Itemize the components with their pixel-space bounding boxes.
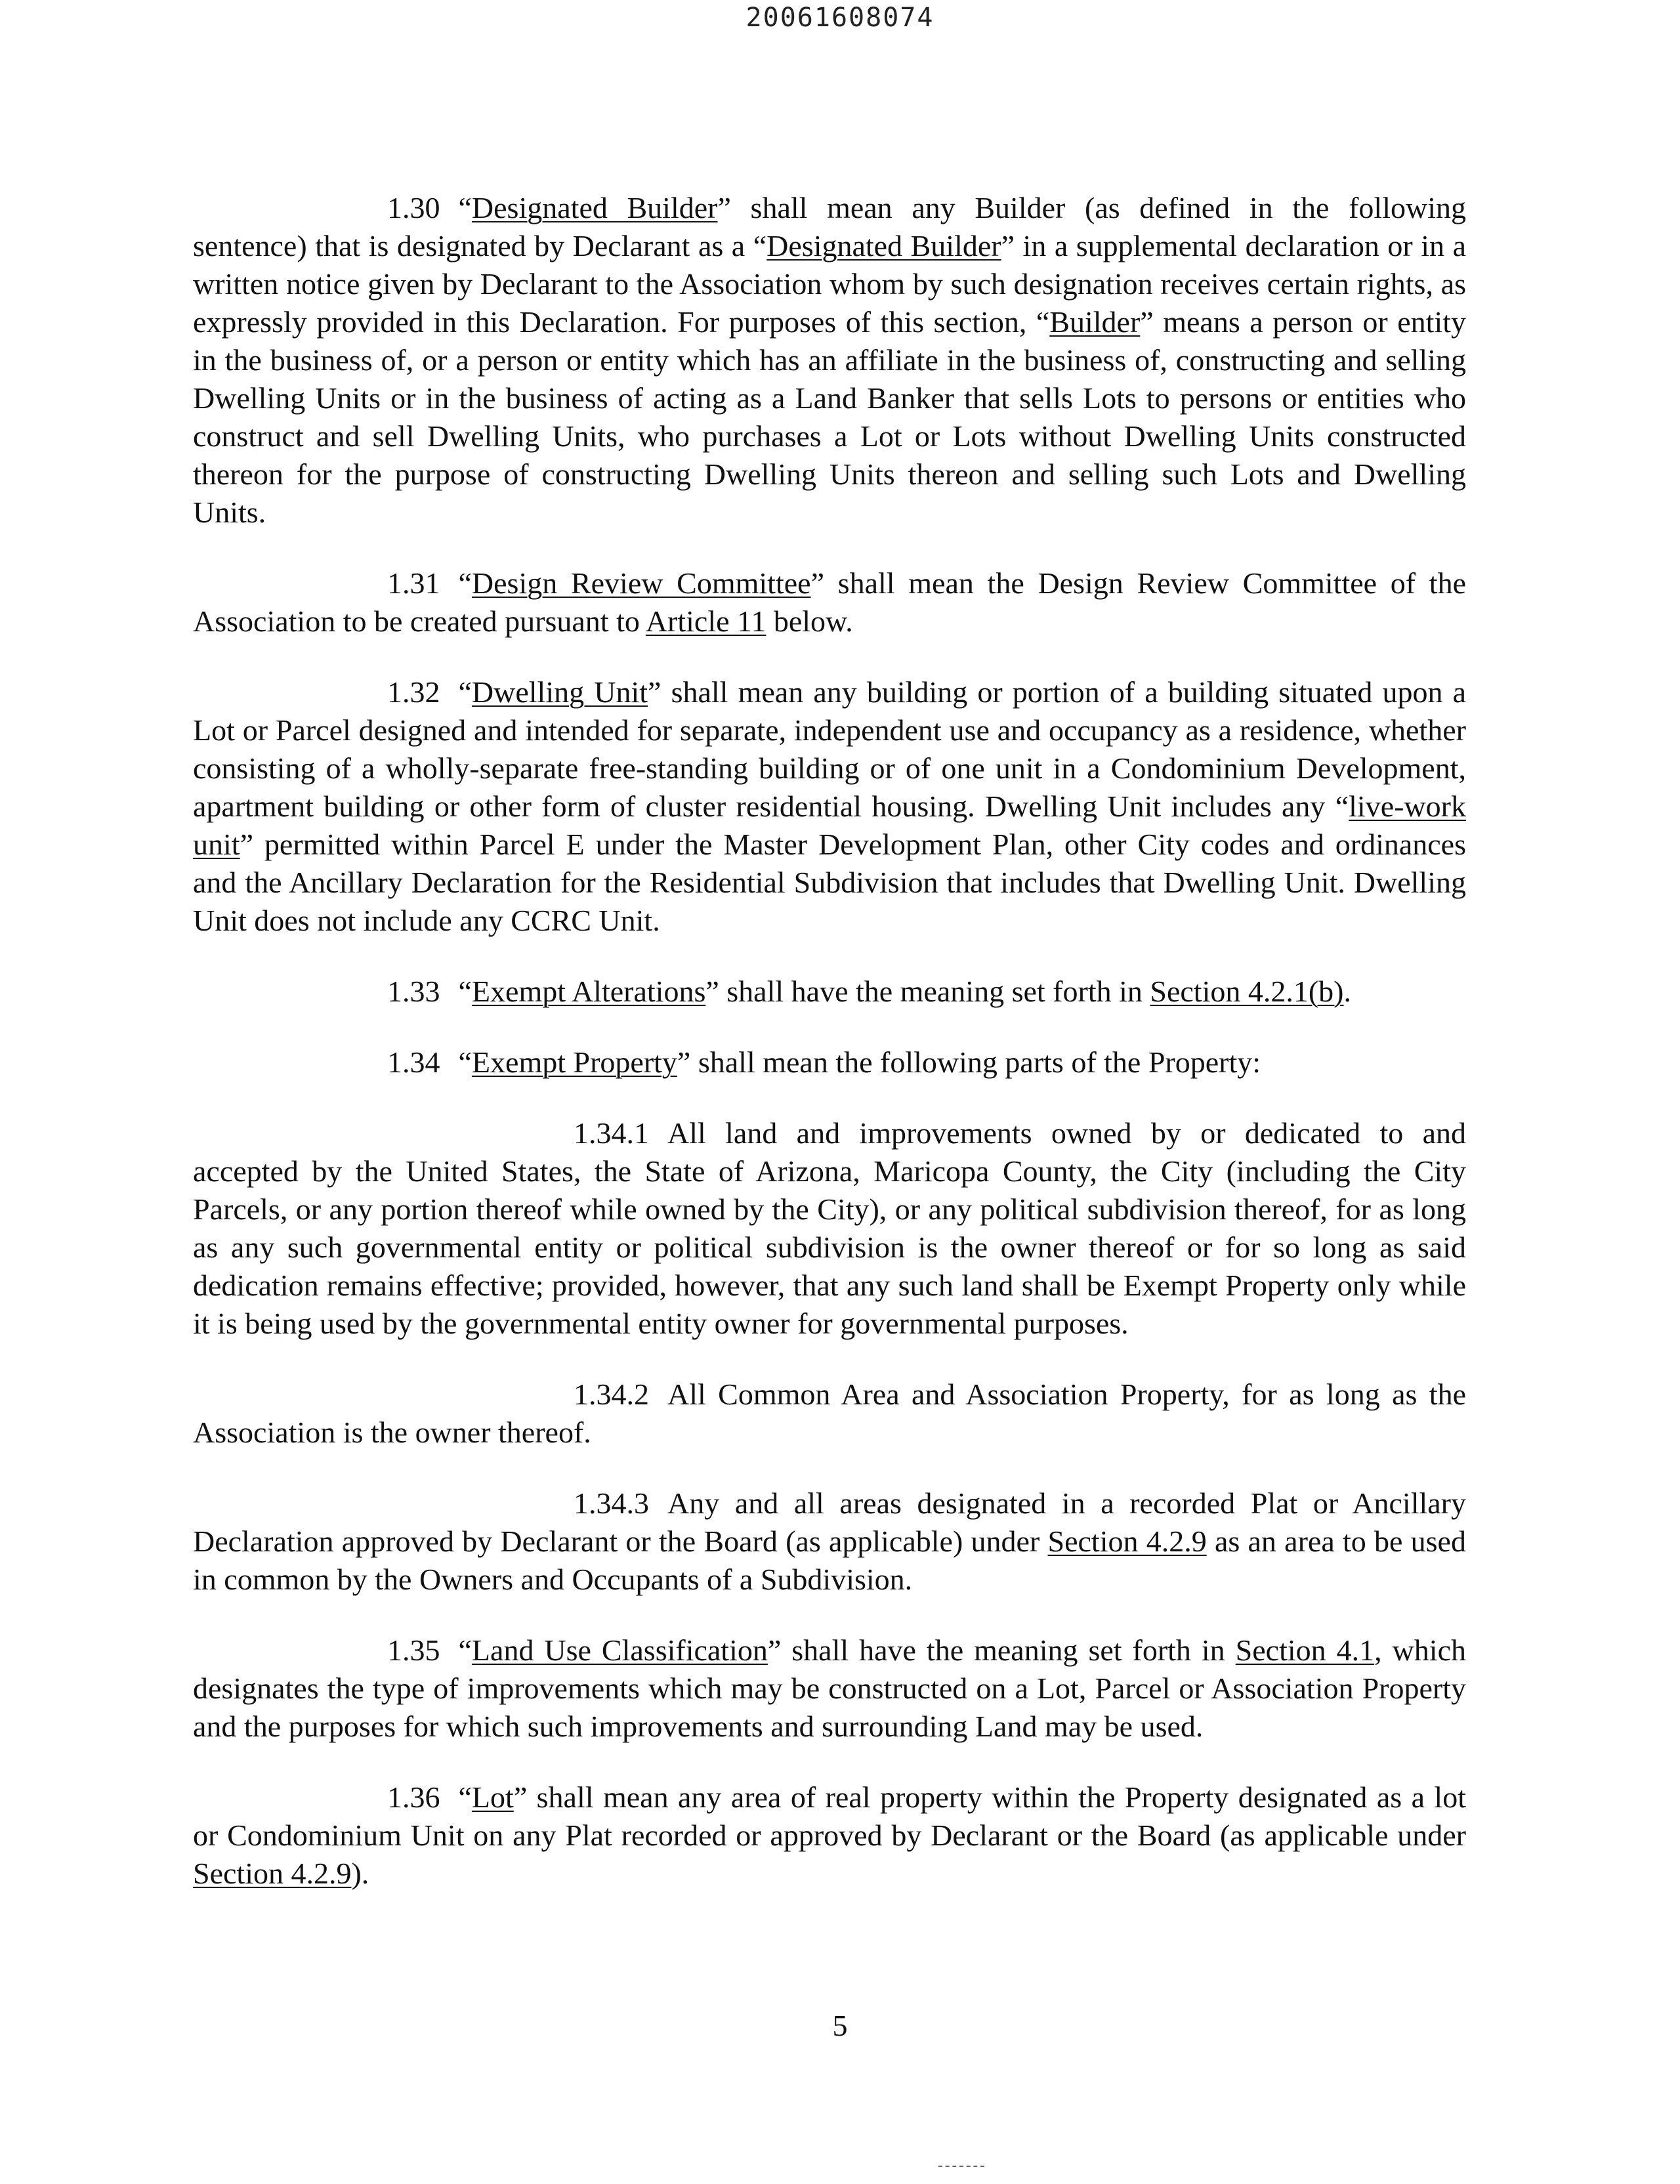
section-text: ” shall have the meaning set forth in — [767, 1633, 1236, 1667]
section-1-34 — [193, 1043, 1466, 1082]
section-1-34-2 — [193, 1376, 1466, 1452]
section-text: All Common Area and Association Property, for as long as the Association is the owner thereof. — [193, 1377, 1466, 1449]
section-1-34-3 — [193, 1484, 1466, 1599]
defined-term: Exempt Property — [471, 1045, 677, 1079]
section-text: ” shall mean the Design Review Committee of the Association to be created pursuant to — [193, 566, 1466, 638]
quote-mark: “ — [458, 566, 472, 600]
section-number: 1.34.1 — [574, 1116, 649, 1150]
quote-mark: “ — [458, 675, 472, 709]
section-1-33 — [193, 973, 1466, 1011]
section-number: 1.31 — [387, 566, 440, 600]
section-number: 1.33 — [387, 975, 440, 1008]
section-text: ” shall mean any building or portion of a building situated upon a Lot or Parcel designed and intended for separate, independent use and occupancy as a residence, whether consisting of a wholly-separate free-standing building or of one unit in a Condominium Development, apartment building or other form of cluster residential housing. Dwelling Unit includes any “ — [193, 675, 1466, 823]
section-text: Any and all areas designated in a recorded Plat or Ancillary Declaration approved by Declarant or the Board (as applicable) under — [193, 1486, 1466, 1558]
section-text: , which designates the type of improvements which may be constructed on a Lot, Parcel or Association Property and the purposes for which such improvements and surrounding Land may be used. — [193, 1633, 1466, 1743]
section-number: 1.32 — [387, 675, 440, 709]
section-1-32 — [193, 673, 1466, 940]
section-text: . — [1343, 975, 1352, 1008]
quote-mark: “ — [458, 191, 472, 224]
section-1-34-1 — [193, 1114, 1466, 1343]
section-1-30 — [193, 189, 1466, 532]
defined-term: Designated Builder — [766, 229, 1001, 262]
section-1-36 — [193, 1778, 1466, 1893]
scan-artifact-line — [938, 2166, 984, 2167]
defined-term: Design Review Committee — [471, 566, 811, 600]
defined-term: Designated Builder — [471, 191, 718, 224]
section-number: 1.34.3 — [574, 1486, 649, 1520]
defined-term: Lot — [471, 1780, 514, 1814]
section-1-31 — [193, 564, 1466, 640]
defined-term: Dwelling Unit — [471, 675, 648, 709]
defined-term: live-work unit — [193, 789, 1466, 861]
section-text: ” shall mean any Builder (as defined in the following sentence) that is designated by Declarant as a “ — [193, 191, 1466, 262]
section-text: below. — [766, 604, 853, 638]
section-text: ” shall mean any area of real property within the Property designated as a lot or Condominium Unit on any Plat recorded or approved by Declarant or the Board (as applicable under — [193, 1780, 1466, 1852]
cross-reference: Section 4.2.9 — [1047, 1524, 1207, 1558]
cross-reference: Section 4.2.9 — [193, 1857, 352, 1890]
section-text: ” in a supplemental declaration or in a written notice given by Declarant to the Association whom by such designation receives certain rights, as expressly provided in this Declaration. For purposes of this section, “ — [193, 229, 1466, 339]
section-number: 1.34.2 — [574, 1377, 649, 1411]
section-1-35 — [193, 1631, 1466, 1746]
document-number: 20061608074 — [746, 3, 934, 33]
section-number: 1.30 — [387, 191, 440, 224]
defined-term: Builder — [1049, 305, 1141, 339]
section-text: as an area to be used in common by the Owners and Occupants of a Subdivision. — [193, 1524, 1466, 1596]
cross-reference: Section 4.1 — [1235, 1633, 1375, 1667]
quote-mark: “ — [458, 1045, 472, 1079]
section-number: 1.35 — [387, 1633, 440, 1667]
section-text: ). — [351, 1857, 369, 1890]
cross-reference: Section 4.2.1(b) — [1150, 975, 1344, 1008]
document-body — [193, 189, 1466, 1925]
section-text: All land and improvements owned by or dedicated to and accepted by the United States, the State of Arizona, Maricopa County, the City (including the City Parcels, or any portion thereof while owned by the City), or any political subdivision thereof, for as long as any such governmental entity or political subdivision is the owner thereof or for so long as said dedication remains effective; provided, however, that any such land shall be Exempt Property only while it is being used by the governmental entity owner for governmental purposes. — [193, 1116, 1466, 1340]
section-number: 1.36 — [387, 1780, 440, 1814]
page-number: 5 — [832, 2009, 848, 2042]
section-number: 1.34 — [387, 1045, 440, 1079]
section-text: ” means a person or entity in the business of, or a person or entity which has an affiliate in the business of, constructing and selling Dwelling Units or in the business of acting as a Land Banker that sells Lots to persons or entities who construct and sell Dwelling Units, who purchases a Lot or Lots without Dwelling Units constructed thereon for the purpose of constructing Dwelling Units thereon and selling such Lots and Dwelling Units. — [193, 305, 1466, 529]
quote-mark: “ — [458, 1633, 472, 1667]
quote-mark: “ — [458, 1780, 472, 1814]
section-text: ” shall mean the following parts of the Property: — [677, 1045, 1261, 1079]
defined-term: Land Use Classification — [471, 1633, 768, 1667]
cross-reference: Article 11 — [645, 604, 766, 638]
quote-mark: “ — [458, 975, 472, 1008]
section-text: ” shall have the meaning set forth in — [705, 975, 1150, 1008]
section-text: ” permitted within Parcel E under the Master Development Plan, other City codes and ordinances and the Ancillary Declaration for the Residential Subdivision that includes that Dwelling Unit. Dwelling Unit does not include any CCRC Unit. — [193, 828, 1466, 937]
defined-term: Exempt Alterations — [471, 975, 706, 1008]
